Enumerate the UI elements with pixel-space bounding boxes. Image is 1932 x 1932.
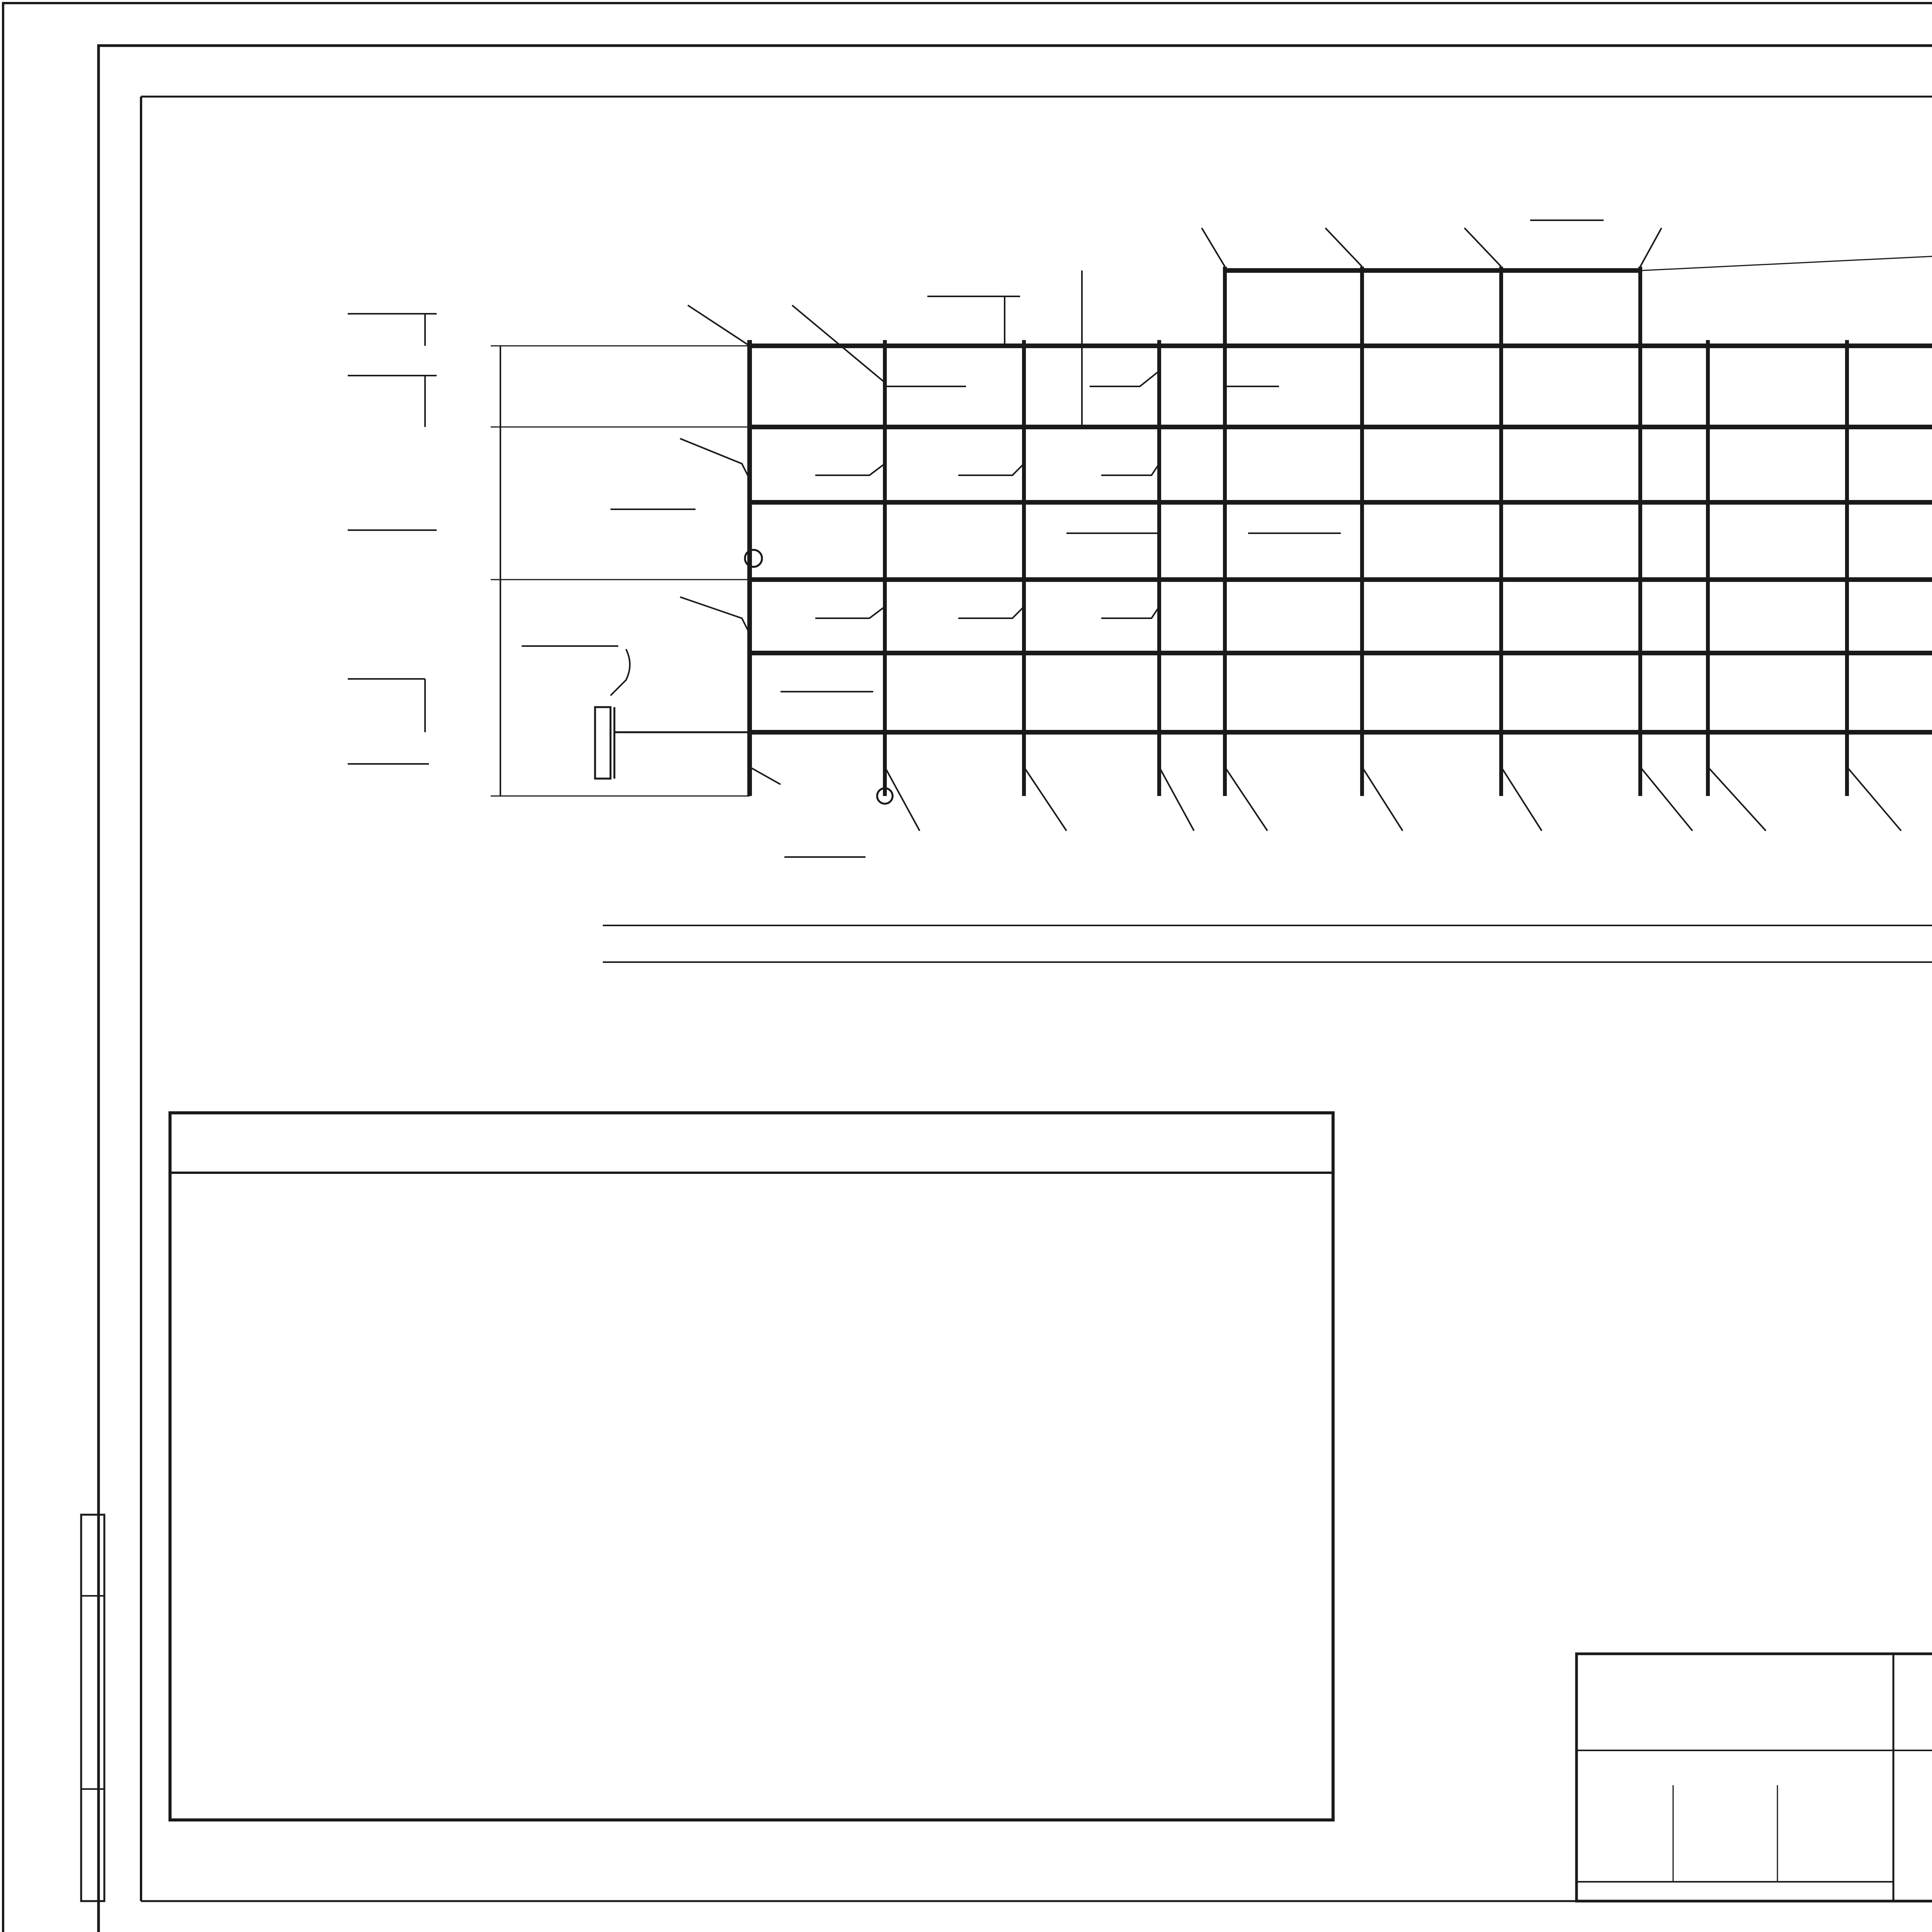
title-block xyxy=(1577,1654,1932,1901)
